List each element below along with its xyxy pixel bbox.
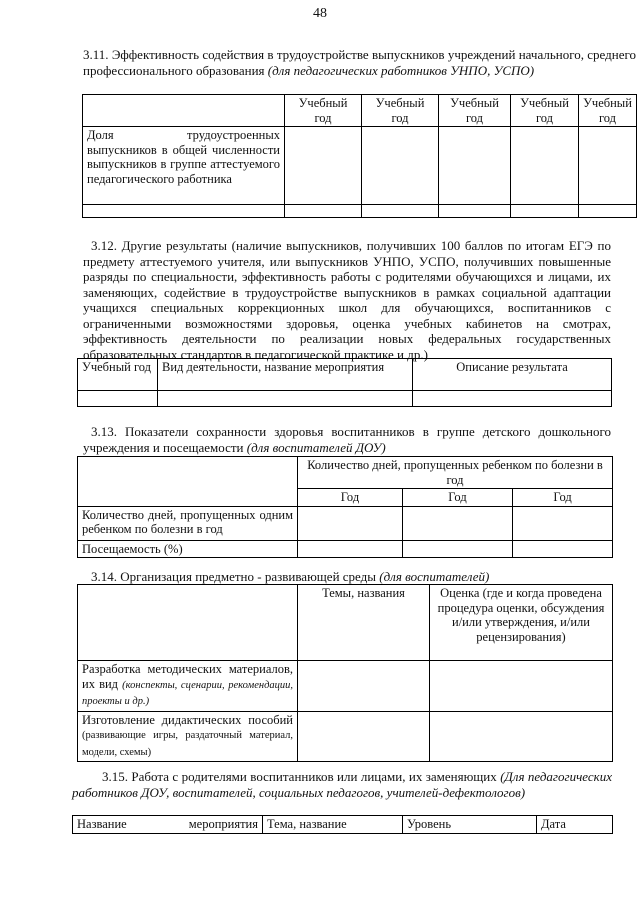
header-year-1: Учебный год — [285, 95, 362, 127]
section-3-11-text: 3.11. Эффективность содействия в трудоустройстве выпускников учреждений начального, среднего профессионального образования — [83, 47, 636, 78]
cell[interactable] — [513, 506, 613, 540]
cell[interactable] — [362, 127, 439, 205]
cell[interactable] — [439, 205, 511, 218]
header-empty-cell — [78, 457, 298, 507]
header-year-2: Учебный год — [362, 95, 439, 127]
header-result-description: Описание результата — [413, 359, 612, 391]
row-label-didactic-aids — [78, 711, 298, 762]
table-3-12 — [77, 358, 612, 407]
header-evaluation: Оценка (где и когда проведена процедура оценки, обсуждения и/или утверждения, и/или рецензирования) — [430, 585, 613, 661]
table-3-13 — [77, 456, 613, 558]
header-empty-cell — [78, 585, 298, 661]
section-3-14-note: (для воспитателей) — [379, 569, 490, 584]
header-year-5: Учебный год — [579, 95, 637, 127]
cell[interactable] — [403, 540, 513, 558]
header-academic-year: Учебный год — [78, 359, 158, 391]
cell[interactable] — [298, 540, 403, 558]
section-3-14-heading — [91, 569, 611, 585]
cell[interactable] — [83, 205, 285, 218]
header-year-4: Учебный год — [511, 95, 579, 127]
section-3-13-note: (для воспитателей ДОУ) — [246, 439, 386, 455]
header-missed-days: Количество дней, пропущенных ребенком по болезни в год — [298, 457, 613, 489]
row-label-didactic-aids-main: Изготовление дидактических пособий — [82, 712, 293, 727]
header-topics: Темы, названия — [298, 585, 430, 661]
section-3-15-heading — [72, 769, 612, 800]
cell[interactable] — [430, 661, 613, 712]
cell[interactable] — [362, 205, 439, 218]
cell[interactable] — [513, 540, 613, 558]
cell[interactable] — [430, 711, 613, 762]
header-year-3: Год — [513, 489, 613, 507]
section-3-13-heading — [83, 424, 611, 455]
cell[interactable] — [298, 506, 403, 540]
table-3-11 — [82, 94, 637, 218]
row-label-attendance: Посещаемость (%) — [78, 540, 298, 558]
section-3-15-note: (Для педагогических работников ДОУ, воспитателей, социальных педагогов, учителей-дефектологов) — [72, 769, 613, 800]
header-empty-cell — [83, 95, 285, 127]
row-label-method-materials-main: Разработка методических материалов, их вид — [82, 662, 293, 691]
page-number: 48 — [313, 6, 327, 21]
table-3-15 — [72, 815, 613, 834]
row-label-didactic-aids-note: (развивающие игры, раздаточный материал, модели, схемы) — [82, 730, 293, 758]
cell[interactable] — [298, 661, 430, 712]
header-level: Уровень — [403, 816, 537, 834]
section-3-14-text: 3.14. Организация предметно - развивающей среды — [91, 569, 376, 584]
row-label-method-materials-note: (конспекты, сценарии, рекомендации, проекты и др.) — [82, 679, 294, 707]
header-activity-type: Вид деятельности, название мероприятия — [158, 359, 413, 391]
row-label-employed-share: Доля трудоустроенных выпускников в общей численности выпускников в группе аттестуемого педагогического работника — [83, 127, 285, 205]
cell[interactable] — [78, 391, 158, 407]
section-3-11-heading — [83, 47, 636, 78]
cell[interactable] — [511, 205, 579, 218]
section-3-11-note: (для педагогических работников УНПО, УСПО) — [267, 62, 535, 78]
section-3-13-text: 3.13. Показатели сохранности здоровья воспитанников в группе детского дошкольного учреждения и посещаемости — [83, 424, 611, 455]
cell[interactable] — [579, 205, 637, 218]
cell[interactable] — [579, 127, 637, 205]
cell[interactable] — [403, 506, 513, 540]
cell[interactable] — [511, 127, 579, 205]
header-year-3: Учебный год — [439, 95, 511, 127]
cell[interactable] — [285, 205, 362, 218]
header-event-name: Название мероприятия — [73, 816, 263, 834]
row-label-missed-days: Количество дней, пропущенных одним ребенком по болезни в год — [78, 506, 298, 540]
section-3-12-heading: 3.12. Другие результаты (наличие выпускников, получивших 100 баллов по итогам ЕГЭ по предмету аттестуемого учителя, или выпускников УНПО, УСПО, получивших повышенные разряды по специальности, эффективность работы с родителями обучающихся и лицами, их заменяющих, содействие в трудоустройстве выпускников в рамках социальной адаптации учащихся специальных коррекционных школ для обучающихся, воспитанников с ограниченными возможностями здоровья, оценка учебных кабинетов на смотрах, эффективность деятельности по реализации новых федеральных государственных образовательных стандартов в педагогической практике и др.) — [83, 238, 611, 362]
header-year-1: Год — [298, 489, 403, 507]
section-3-15-text: 3.15. Работа с родителями воспитанников или лицами, их заменяющих — [102, 769, 497, 784]
cell[interactable] — [298, 711, 430, 762]
table-3-14 — [77, 584, 613, 762]
header-year-2: Год — [403, 489, 513, 507]
header-topic: Тема, название — [263, 816, 403, 834]
cell[interactable] — [158, 391, 413, 407]
cell[interactable] — [439, 127, 511, 205]
header-date: Дата — [537, 816, 613, 834]
cell[interactable] — [413, 391, 612, 407]
row-label-method-materials — [78, 661, 298, 712]
cell[interactable] — [285, 127, 362, 205]
